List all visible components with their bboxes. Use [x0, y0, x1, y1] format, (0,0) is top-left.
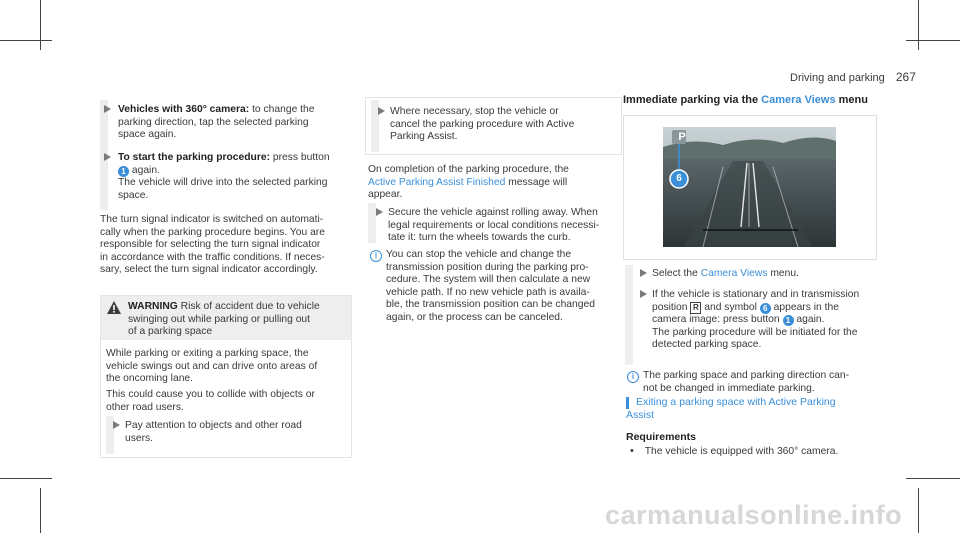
- parking-p-label: P: [678, 131, 686, 143]
- section-marker: [626, 397, 629, 409]
- step-title: Vehicles with 360° camera:: [118, 104, 250, 115]
- requirement-item: • The vehicle is equipped with 360° camera.: [630, 445, 839, 457]
- info-note: You can stop the vehicle and change the transmission position during the parking pro- cedure. The system will then calculate a new vehicle path. If no new vehicle path is availa- ble, the transmission position can be changed again, or the process can be canceled.: [386, 249, 595, 323]
- info-icon: i: [370, 250, 382, 262]
- info-note-right: The parking space and parking direction can- not be changed in immediate parking.: [643, 370, 850, 394]
- step-arrow-icon: [104, 153, 111, 161]
- warning-body-2: This could cause you to collide with objects or other road users.: [106, 389, 315, 413]
- warning-box: WARNING Risk of accident due to vehicle swinging out while parking or pulling out of a parking space While parking or exiting a parking space, the vehicle swings out and can drive onto areas of the oncoming lane. This could cause you to collide with objects or other road users. Pay attention to objects and other road users.: [100, 295, 352, 458]
- step-secure-vehicle: Secure the vehicle against rolling away. When legal requirements or local conditions necessi- tate it: turn the wheels towards the curb.: [384, 207, 624, 245]
- symbol-6-badge: 6: [760, 303, 771, 314]
- step-arrow-icon: [640, 269, 647, 277]
- running-header: [790, 71, 916, 85]
- camera-views-link: Camera Views: [761, 94, 836, 106]
- symbol-6-label: 6: [676, 173, 682, 184]
- info-icon: i: [627, 371, 639, 383]
- watermark: carmanualsonline.info: [605, 500, 903, 530]
- step-arrow-icon: [378, 107, 385, 115]
- step-start-parking: To start the parking procedure: press button 1 again. The vehicle will drive into the selected parking space.: [112, 152, 352, 202]
- step-cancel: Where necessary, stop the vehicle or cancel the parking procedure with Active Parking Assist.: [386, 106, 616, 144]
- completion-paragraph: On completion of the parking procedure, the Active Parking Assist Finished message will appear.: [368, 164, 569, 200]
- section-heading: Immediate parking via the Camera Views menu: [623, 94, 868, 106]
- step-arrow-icon: [113, 421, 120, 429]
- requirements-title: Requirements: [626, 431, 697, 443]
- camera-figure: [623, 115, 877, 260]
- step-arrow-icon: [376, 208, 383, 216]
- step-press-button: If the vehicle is stationary and in transmission position R and symbol 6 appears in the camera image: press button 1 again. The parking procedure will be initiated for the detected parking space.: [648, 289, 888, 352]
- gear-r-icon: R: [690, 302, 701, 314]
- warning-title: WARNING: [128, 301, 178, 312]
- button-1-badge: 1: [783, 315, 794, 326]
- message-link: Active Parking Assist Finished: [368, 176, 506, 188]
- button-1-badge: 1: [118, 166, 129, 177]
- section-title: Driving and parking: [790, 72, 885, 84]
- camera-image: [663, 127, 836, 247]
- turn-signal-paragraph: The turn signal indicator is switched on automati- cally when the parking procedure begins. You are responsible for selecting the turn signal indicator in accordance with the traffic conditions. If neces- sary, select the turn signal indicator accordingly.: [100, 214, 325, 275]
- step-change-direction: Vehicles with 360° camera: to change the parking direction, tap the selected parking space again.: [112, 104, 352, 142]
- step-arrow-icon: [104, 105, 111, 113]
- exiting-section-heading: Exiting a parking space with Active Parking: [636, 396, 836, 408]
- warning-step: Pay attention to objects and other road users.: [121, 420, 346, 445]
- page-number: 267: [895, 70, 916, 84]
- step-select-menu: Select the Camera Views menu.: [648, 268, 888, 281]
- warning-body: While parking or exiting a parking space, the vehicle swings out and can drive onto areas of the oncoming lane.: [106, 348, 318, 384]
- cancel-box: [365, 97, 622, 155]
- step-arrow-icon: [640, 290, 647, 298]
- warning-triangle-icon: [107, 301, 121, 314]
- step-title: To start the parking procedure:: [118, 152, 270, 163]
